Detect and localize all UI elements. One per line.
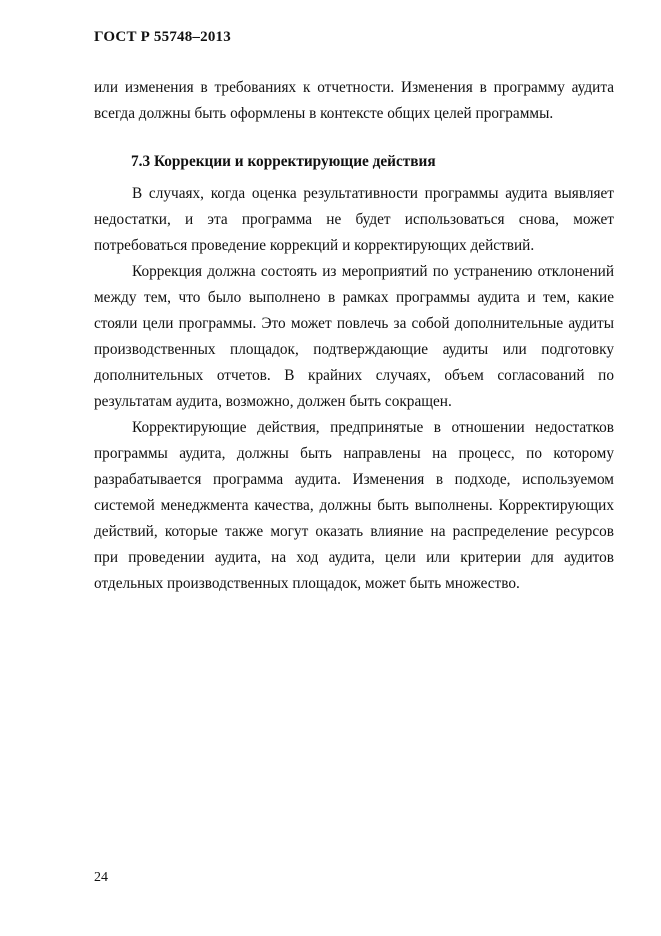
section-paragraph-3: Корректирующие действия, предпринятые в отношении недостатков программы аудита, должны быть направлены на процесс, по которому разрабатывается программа аудита. Изменения в подходе, используемом системой менеджмента качества, должны быть выполнены. Корректирующих действий, которые также могут оказать влияние на распределение ресурсов при проведении аудита, на ход аудита, цели или критерии для аудитов отдельных производственных площадок, может быть множество. xyxy=(94,419,614,592)
standard-code-header: ГОСТ Р 55748–2013 xyxy=(94,29,231,45)
section-heading: 7.3 Коррекции и корректирующие действия xyxy=(131,153,436,170)
page-number: 24 xyxy=(94,870,108,885)
section-paragraph-1: В случаях, когда оценка результативности программы аудита выявляет недостатки, и эта программа не будет использоваться снова, может потребоваться проведение коррекций и корректирующих действий. xyxy=(94,185,614,254)
intro-text-block xyxy=(94,75,614,127)
section-paragraph-2: Коррекция должна состоять из мероприятий по устранению отклонений между тем, что было выполнено в рамках программы аудита и тем, какие стояли цели программы. Это может повлечь за собой дополнительные аудиты производственных площадок, подтверждающие аудиты или подготовку дополнительных отчетов. В крайних случаях, объем согласований по результатам аудита, возможно, должен быть сокращен. xyxy=(94,263,614,410)
section-text-block xyxy=(94,181,614,597)
intro-paragraph: или изменения в требованиях к отчетности. Изменения в программу аудита всегда должны быть оформлены в контексте общих целей программы. xyxy=(94,79,614,122)
